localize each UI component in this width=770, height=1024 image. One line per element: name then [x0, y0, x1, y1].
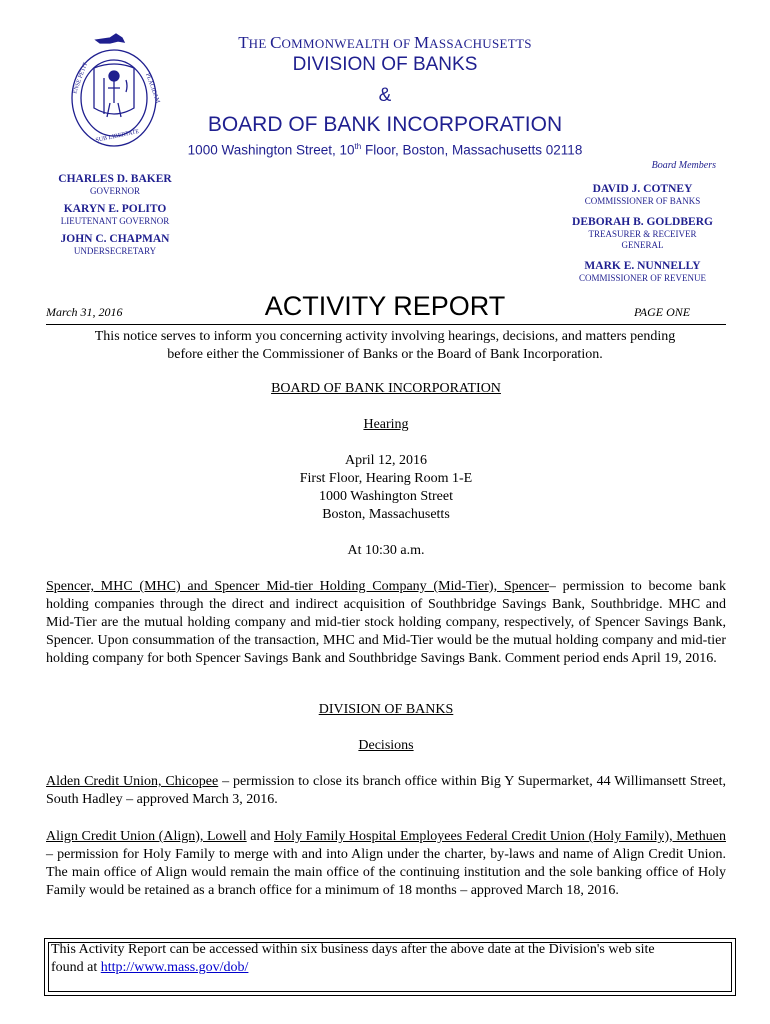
division-website-link[interactable]: http://www.mass.gov/dob/ — [100, 960, 249, 975]
hearing-date: April 12, 2016 — [344, 453, 428, 468]
official-name: KARYN E. POLITO — [63, 203, 167, 215]
ampersand: & — [378, 85, 392, 106]
member-name: DAVID J. COTNEY — [592, 183, 693, 195]
commonwealth-initial-t: T — [238, 33, 249, 52]
hearing-city: Boston, Massachusetts — [322, 507, 450, 522]
official-title: UNDERSECRETARY — [73, 246, 157, 256]
svg-text:SUB LIBERTATE: SUB LIBERTATE — [95, 128, 140, 144]
hearing-street: 1000 Washington Street — [319, 489, 453, 504]
address-sup: th — [354, 142, 362, 151]
decision-item-title: Align Credit Union (Align), Lowell — [46, 829, 247, 844]
member-name: MARK E. NUNNELLY — [584, 260, 701, 272]
decision-item-text: – permission for Holy Family to merge with and into Align under the charter, by-laws and name of Align Credit Union. The main office of Align would remain the main office of the continuing institution and the sole banking office of Holy Family would be retained as a branch office for a minimum of 18 months – approved March 18, 2016. — [46, 847, 726, 898]
decision-item — [46, 773, 726, 809]
decision-item-title: Holy Family Hospital Employees Federal Credit Union (Holy Family), Methuen — [274, 829, 726, 844]
commonwealth-text-t: HE — [248, 36, 271, 51]
official-title: GOVERNOR — [89, 186, 140, 196]
official-name: CHARLES D. BAKER — [58, 173, 172, 185]
member-title: COMMISSIONER OF REVENUE — [578, 273, 706, 283]
notice-line1: This Activity Report can be accessed within six business days after the above date at the Division's web site — [51, 942, 655, 957]
official-title: LIEUTENANT GOVERNOR — [60, 216, 170, 226]
member-title: GENERAL — [621, 240, 664, 250]
hearing-room: First Floor, Hearing Room 1-E — [299, 471, 473, 486]
board-members-heading: Board Members — [651, 160, 716, 171]
address-post: Floor, Boston, Massachusetts 02118 — [361, 142, 583, 158]
report-title: ACTIVITY REPORT — [264, 291, 506, 321]
commonwealth-initial-c: C — [270, 33, 282, 52]
hearing-item — [46, 578, 726, 668]
official-name: JOHN C. CHAPMAN — [60, 233, 170, 245]
decisions-subheading: Decisions — [358, 738, 414, 753]
commonwealth-initial-m: M — [414, 33, 430, 52]
hearing-time: At 10:30 a.m. — [347, 543, 425, 558]
notice-text — [51, 941, 721, 977]
page-label: PAGE ONE — [634, 305, 691, 319]
commonwealth-text-c: OMMONWEALTH OF — [281, 36, 415, 51]
svg-text:PLACIDAM: PLACIDAM — [144, 72, 161, 105]
division-section-heading: DIVISION OF BANKS — [318, 702, 454, 717]
svg-text:ENSE PETIT: ENSE PETIT — [72, 61, 90, 95]
commonwealth-text-m: ASSACHUSETTS — [429, 36, 532, 51]
hearing-item-title: Spencer, MHC (MHC) and Spencer Mid-tier Holding Company (Mid-Tier), Spencer — [46, 579, 549, 594]
report-date: March 31, 2016 — [46, 305, 123, 319]
hearing-subheading: Hearing — [363, 417, 409, 432]
commonwealth-heading — [0, 33, 770, 53]
notice-box — [44, 938, 736, 996]
officials-list — [40, 173, 190, 256]
address-pre: 1000 Washington Street, 10 — [187, 142, 355, 158]
board-heading: BOARD OF BANK INCORPORATION — [207, 113, 563, 136]
division-heading: DIVISION OF BANKS — [292, 54, 478, 75]
board-members-list — [555, 160, 730, 283]
member-name: DEBORAH B. GOLDBERG — [572, 216, 713, 228]
member-title: COMMISSIONER OF BANKS — [584, 196, 701, 206]
member-title: TREASURER & RECEIVER — [588, 229, 697, 239]
intro-text: This notice serves to inform you concerning activity involving hearings, decisions, and matters pending before either the Commissioner of Banks or the Board of Bank Incorporation. — [94, 329, 676, 362]
decision-item — [46, 828, 726, 900]
notice-found: found at — [51, 960, 101, 975]
decision-item-text: – permission to close its branch office within Big Y Supermarket, 44 Willimansett Street, South Hadley – approved March 3, 2016. — [46, 774, 726, 807]
decision-item-and: and — [246, 829, 275, 844]
decision-item-title: Alden Credit Union, Chicopee — [46, 774, 219, 789]
board-section-heading: BOARD OF BANK INCORPORATION — [271, 381, 501, 396]
hearing-item-text: – permission to become bank holding companies through the direct and indirect acquisition of Southbridge Savings Bank, Southbridge. MHC and Mid-Tier are the mutual holding company and mid-tier stock holding company, respectively, of Spencer Savings Bank, Spencer. Upon consummation of the transaction, MHC and Mid-Tier would be the mutual holding company and mid-tier holding company for both Spencer Savings Bank and Southbridge Savings Bank. Comment period ends April 19, 2016. — [46, 579, 726, 666]
divider — [46, 324, 726, 325]
address — [0, 142, 770, 158]
